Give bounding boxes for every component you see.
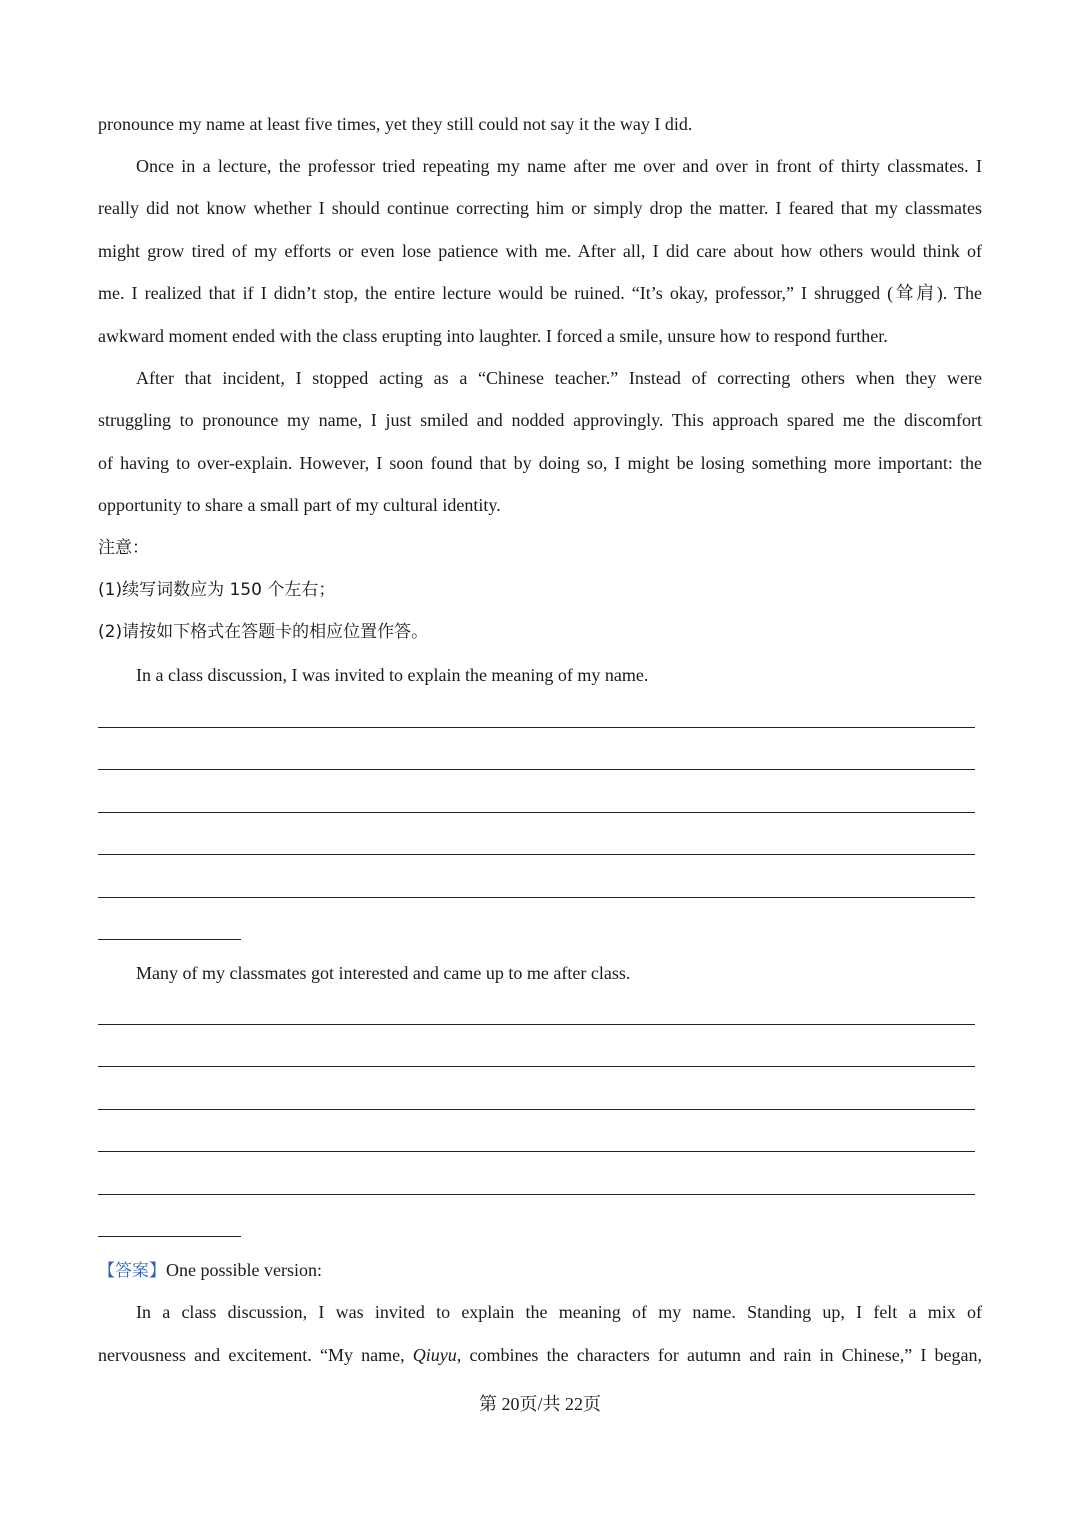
notes-item: (1)续写词数应为 150 个左右； (98, 580, 336, 600)
answer-line (98, 1343, 982, 1367)
notes-item: (2)请按如下格式在答题卡的相应位置作答。 (98, 622, 429, 642)
answer-heading (98, 1258, 982, 1283)
paragraph-line: opportunity to share a small part of my cultural identity. (98, 495, 501, 515)
continuation-prompt-second: Many of my classmates got interested and came up to me after class. (136, 963, 631, 983)
answer-name-italic: Qiuyu (412, 1345, 457, 1365)
answer-text: , combines the characters for autumn and rain in Chinese,” I began, (456, 1345, 982, 1365)
writing-line (98, 769, 975, 770)
page-footer: 第 20页/共 22页 (478, 1394, 601, 1414)
writing-line (98, 1109, 975, 1110)
continuation-prompt-first: In a class discussion, I was invited to explain the meaning of my name. (136, 665, 649, 685)
writing-line (98, 897, 975, 898)
writing-line (98, 727, 975, 728)
writing-line (98, 854, 975, 855)
writing-line (98, 1024, 975, 1025)
paragraph-line: Once in a lecture, the professor tried repeating my name after me over and over in front of thirty classmates. I (136, 156, 982, 176)
paragraph-line: me. I realized that if I didn’t stop, the entire lecture would be ruined. “It’s okay, professor,” I shrugged (耸肩). The (98, 283, 982, 303)
notes-title: 注意： (98, 538, 149, 558)
answer-intro: One possible version: (166, 1260, 322, 1280)
paragraph-line: really did not know whether I should continue correcting him or simply drop the matter. I feared that my classmates (98, 198, 982, 218)
writing-line (98, 1151, 975, 1152)
writing-line (98, 812, 975, 813)
paragraph-line: of having to over-explain. However, I soon found that by doing so, I might be losing something more important: the (98, 453, 982, 473)
paragraph-line: awkward moment ended with the class erupting into laughter. I forced a smile, unsure how to respond further. (98, 326, 888, 346)
answer-text: nervousness and excitement. “My name, (98, 1345, 413, 1365)
answer-line: In a class discussion, I was invited to explain the meaning of my name. Standing up, I felt a mix of (136, 1302, 982, 1322)
paragraph-line: might grow tired of my efforts or even lose patience with me. After all, I did care about how others would think of (98, 241, 982, 261)
writing-line-short (98, 939, 241, 940)
answer-tag: 【答案】 (98, 1261, 166, 1281)
writing-line (98, 1194, 975, 1195)
writing-line (98, 1066, 975, 1067)
paragraph-line: pronounce my name at least five times, yet they still could not say it the way I did. (98, 114, 693, 134)
writing-line-short (98, 1236, 241, 1237)
paragraph-line: After that incident, I stopped acting as a “Chinese teacher.” Instead of correcting others when they were (136, 368, 982, 388)
paragraph-line: struggling to pronounce my name, I just smiled and nodded approvingly. This approach spared me the discomfort (98, 410, 982, 430)
